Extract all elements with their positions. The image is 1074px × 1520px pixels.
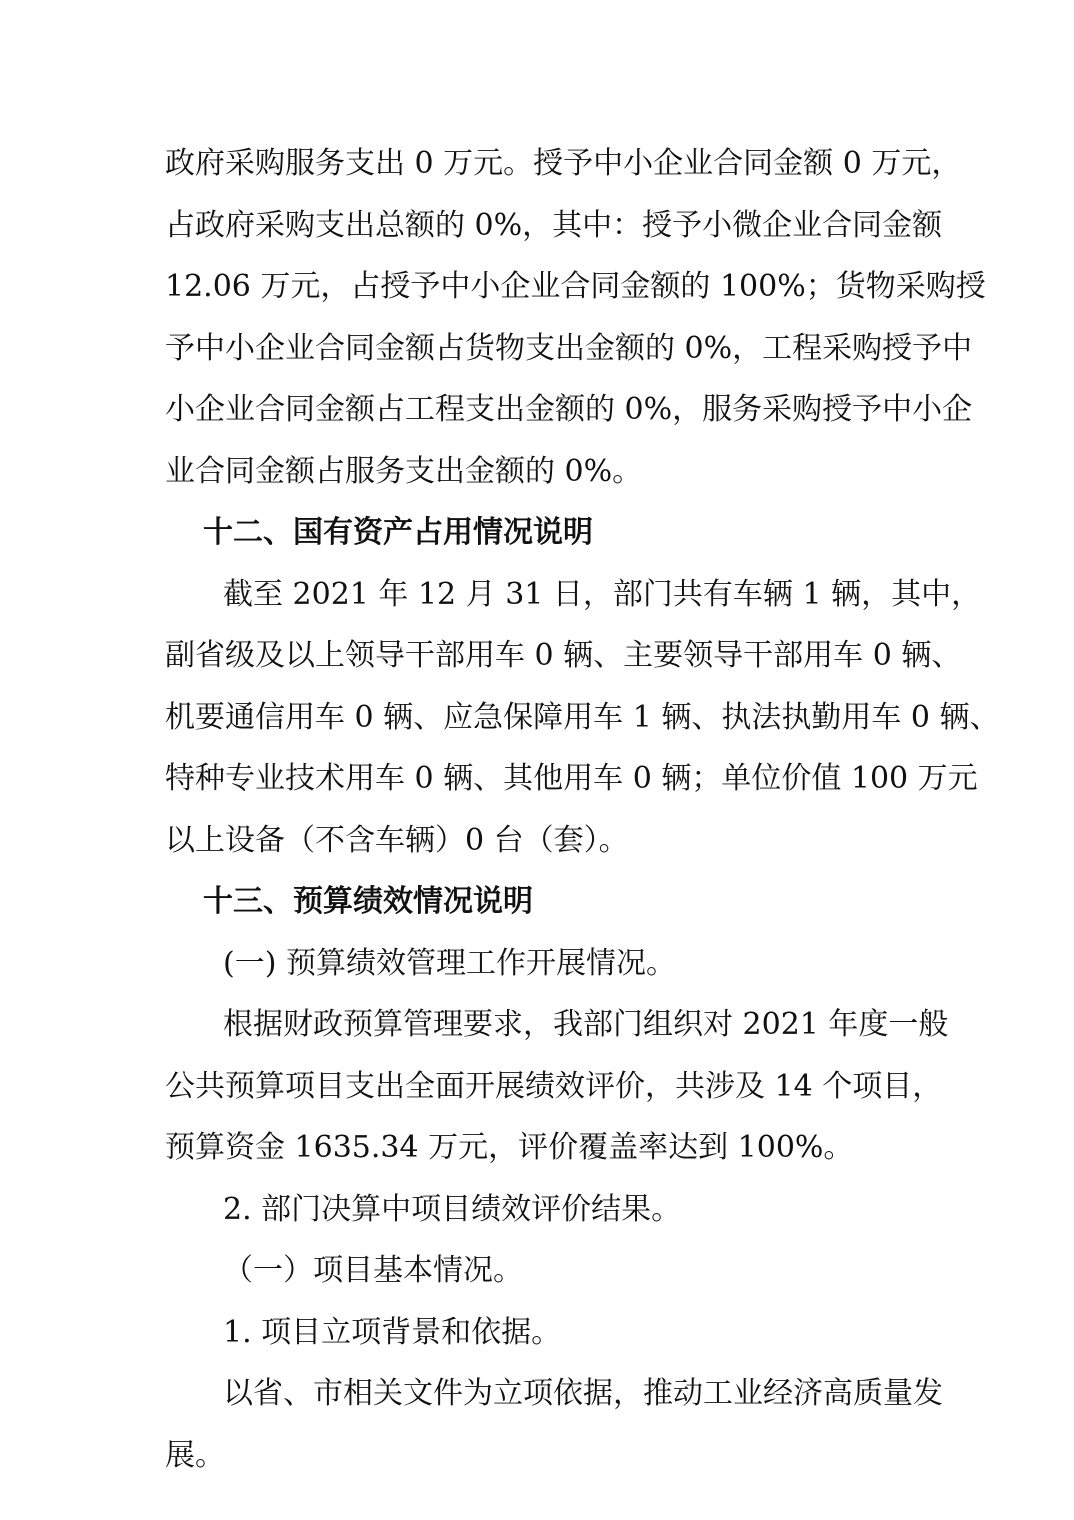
section-heading-12: 十二、国有资产占用情况说明 bbox=[203, 515, 593, 550]
subheading: 2. 部门决算中项目绩效评价结果。 bbox=[223, 1191, 682, 1227]
subheading: (一) 预算绩效管理工作开展情况。 bbox=[223, 945, 676, 981]
subheading: （一）项目基本情况。 bbox=[223, 1253, 523, 1288]
subheading: 1. 项目立项背景和依据。 bbox=[223, 1314, 562, 1350]
body-line: 以上设备（不含车辆）0 台（套）。 bbox=[165, 822, 629, 858]
body-line: 以省、市相关文件为立项依据，推动工业经济高质量发 bbox=[223, 1376, 943, 1411]
body-line: 展。 bbox=[165, 1437, 225, 1473]
body-line: 公共预算项目支出全面开展绩效评价，共涉及 14 个项目， bbox=[165, 1068, 943, 1104]
document-body bbox=[165, 133, 1000, 1486]
body-line: 副省级及以上领导干部用车 0 辆、主要领导干部用车 0 辆、 bbox=[165, 638, 962, 673]
body-line: 截至 2021 年 12 月 31 日，部门共有车辆 1 辆，其中， bbox=[223, 576, 982, 612]
body-line: 予中小企业合同金额占货物支出金额的 0%，工程采购授予中 bbox=[165, 330, 973, 366]
body-line: 政府采购服务支出 0 万元。授予中小企业合同金额 0 万元， bbox=[165, 146, 962, 181]
body-line: 12.06 万元，占授予中小企业合同金额的 100%；货物采购授 bbox=[165, 269, 986, 304]
body-line: 机要通信用车 0 辆、应急保障用车 1 辆、执法执勤用车 0 辆、 bbox=[165, 699, 1000, 735]
body-line: 预算资金 1635.34 万元，评价覆盖率达到 100%。 bbox=[165, 1130, 854, 1165]
body-line: 小企业合同金额占工程支出金额的 0%，服务采购授予中小企 bbox=[165, 392, 973, 427]
body-line: 业合同金额占服务支出金额的 0%。 bbox=[165, 453, 643, 489]
section-heading-13: 十三、预算绩效情况说明 bbox=[203, 884, 533, 919]
body-line: 特种专业技术用车 0 辆、其他用车 0 辆；单位价值 100 万元 bbox=[165, 761, 978, 796]
body-line: 占政府采购支出总额的 0%，其中：授予小微企业合同金额 bbox=[165, 207, 943, 243]
body-line: 根据财政预算管理要求，我部门组织对 2021 年度一般 bbox=[223, 1007, 949, 1042]
